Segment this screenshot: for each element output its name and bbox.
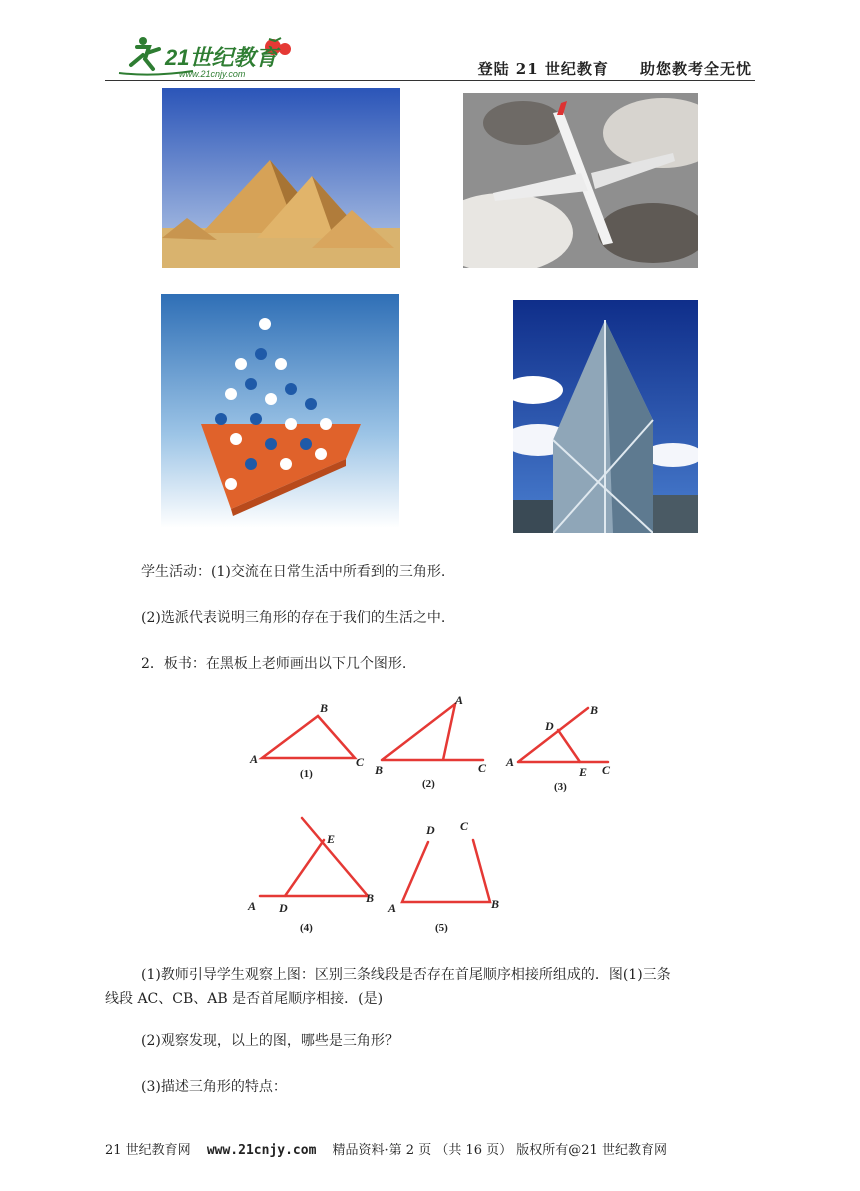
figure-4-lines bbox=[260, 818, 368, 896]
fig4-label-e: E bbox=[327, 832, 336, 846]
fig4-label-b: B bbox=[366, 891, 375, 905]
fig3-label-a: A bbox=[506, 755, 515, 769]
figure-5-lines bbox=[402, 840, 490, 902]
figure-2-lines bbox=[382, 704, 483, 760]
footer-url-link[interactable]: www.21cnjy.com bbox=[206, 1143, 317, 1158]
logo-url: www.21cnjy.com bbox=[179, 69, 246, 79]
fig1-caption: (1) bbox=[300, 768, 313, 780]
discussion-line-3: (2)观察发现，以上的图，哪些是三角形？ bbox=[141, 1033, 399, 1049]
fig1-label-a: A bbox=[250, 752, 259, 766]
fig5-label-b: B bbox=[491, 897, 500, 911]
fig5-label-a: A bbox=[388, 901, 397, 915]
fig2-label-c: C bbox=[478, 761, 487, 775]
skyscraper-photo bbox=[513, 300, 698, 533]
fig3-label-b: B bbox=[590, 703, 599, 717]
fig2-caption: (2) bbox=[422, 778, 435, 790]
discussion-line-4: (3)描述三角形的特点： bbox=[141, 1079, 287, 1095]
footer-site: 21 世纪教育网 bbox=[105, 1143, 191, 1158]
logo-wordmark: 21世纪教育 bbox=[165, 45, 278, 70]
fig3-caption: (3) bbox=[554, 781, 567, 793]
fig2-label-a: A bbox=[455, 693, 464, 707]
activity-line-2: (2)选派代表说明三角形的存在于我们的生活之中. bbox=[141, 610, 446, 626]
geometry-figures bbox=[240, 690, 630, 940]
fig1-label-c: C bbox=[356, 755, 365, 769]
fig4-label-a: A bbox=[248, 899, 257, 913]
fig5-caption: (5) bbox=[435, 922, 448, 934]
fig3-label-c: C bbox=[602, 763, 611, 777]
page-footer bbox=[105, 1139, 667, 1158]
footer-info: 精品资料·第 2 页 （共 16 页） 版权所有@21 世纪教育网 bbox=[332, 1143, 667, 1158]
fig4-caption: (4) bbox=[300, 922, 313, 934]
header-divider bbox=[105, 80, 755, 81]
activity-line-1: 学生活动：(1)交流在日常生活中所看到的三角形. bbox=[141, 564, 446, 580]
fig4-label-d: D bbox=[279, 901, 288, 915]
blackboard-heading: 2．板书：在黑板上老师画出以下几个图形. bbox=[141, 656, 407, 672]
fig3-label-d: D bbox=[545, 719, 554, 733]
discussion-line-2: 线段 AC、CB、AB 是否首尾顺序相接．(是) bbox=[105, 991, 384, 1007]
fig1-label-b: B bbox=[320, 701, 329, 715]
airplane-photo bbox=[463, 93, 698, 268]
fig2-label-b: B bbox=[375, 763, 384, 777]
fig5-label-c: C bbox=[460, 819, 469, 833]
site-logo bbox=[113, 33, 303, 81]
molecule-model-photo bbox=[161, 294, 399, 528]
fig5-label-d: D bbox=[426, 823, 435, 837]
pyramids-photo bbox=[162, 88, 400, 268]
discussion-line-1: (1)教师引导学生观察上图：区别三条线段是否存在首尾顺序相接所组成的．图(1)三条 bbox=[141, 967, 671, 983]
header-slogan: 登陆 21 世纪教育 助您教考全无忧 bbox=[477, 60, 752, 78]
fig3-label-e: E bbox=[579, 765, 588, 779]
figure-1-triangle bbox=[262, 716, 355, 758]
